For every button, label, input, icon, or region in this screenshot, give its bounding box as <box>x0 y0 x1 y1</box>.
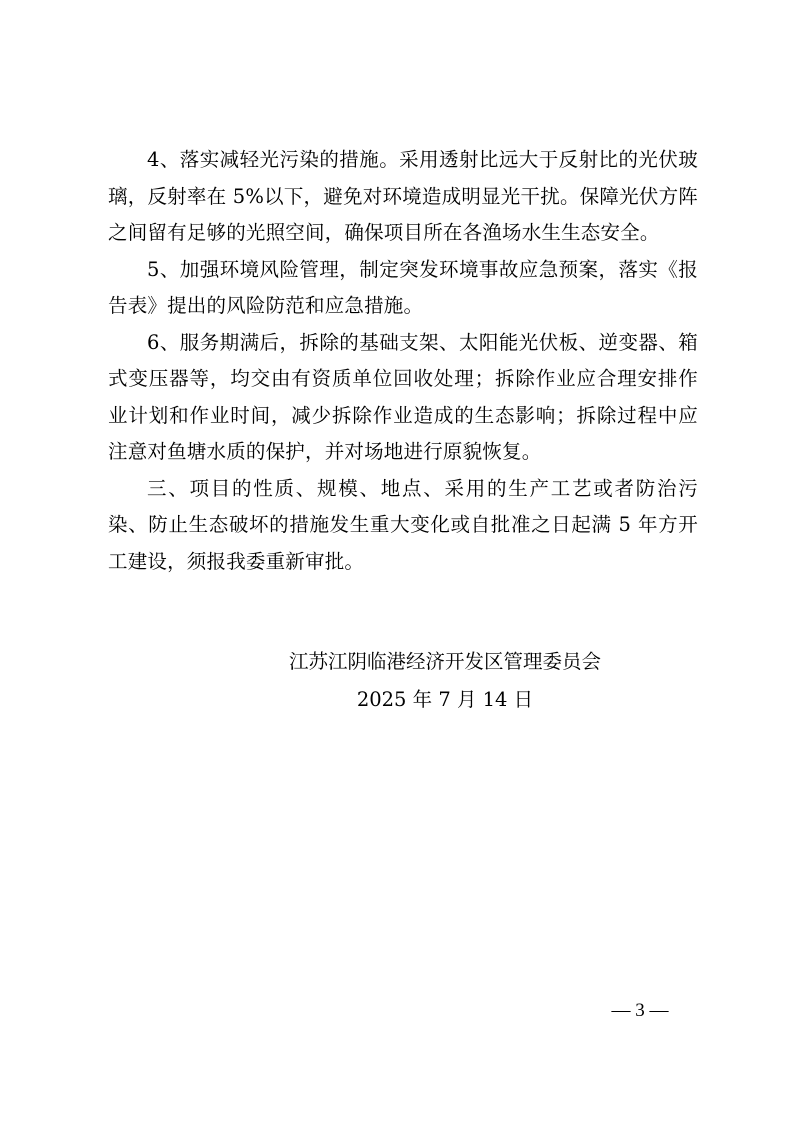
paragraph-item-4: 4、落实减轻光污染的措施。采用透射比远大于反射比的光伏玻璃，反射率在 5%以下，避免对环境造成明显光干扰。保障光伏方阵之间留有足够的光照空间，确保项目所在各渔场水生生态安全。 <box>108 148 698 244</box>
signature-organization: 江苏江阴临港经济开发区管理委员会 <box>288 650 601 673</box>
document-body <box>108 142 698 580</box>
page-number: — 3 — <box>611 1000 669 1021</box>
paragraph-item-6: 6、服务期满后，拆除的基础支架、太阳能光伏板、逆变器、箱式变压器等，均交由有资质单位回收处理；拆除作业应合理安排作业计划和作业时间，减少拆除作业造成的生态影响；拆除过程中应注意对鱼塘水质的保护，并对场地进行原貌恢复。 <box>108 330 698 463</box>
signature-date: 2025 年 7 月 14 日 <box>356 688 534 711</box>
paragraph-section-3: 三、项目的性质、规模、地点、采用的生产工艺或者防治污染、防止生态破坏的措施发生重大变化或自批准之日起满 5 年方开工建设，须报我委重新审批。 <box>108 476 698 573</box>
paragraph-item-5: 5、加强环境风险管理，制定突发环境事故应急预案，落实《报告表》提出的风险防范和应急措施。 <box>108 257 698 317</box>
